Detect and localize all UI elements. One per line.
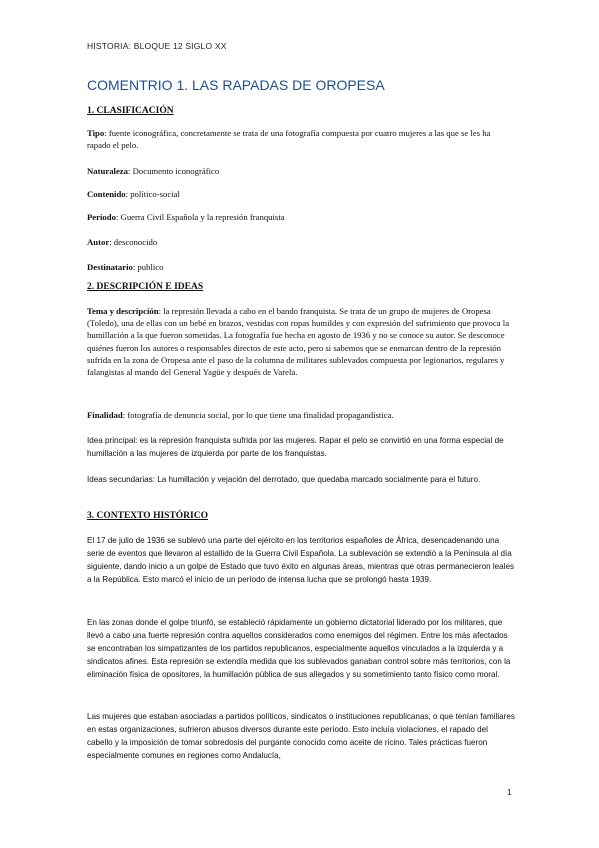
section-heading-clasificacion: 1. CLASIFICACIÓN (87, 106, 174, 116)
field-label: Tema y descripción (87, 306, 159, 316)
field-value: : Guerra Civil Española y la represión franquista (115, 212, 285, 222)
paragraph: En las zonas donde el golpe triunfó, se estableció rápidamente un gobierno dictatorial liderado por los militares, que llevó a cabo una fuerte represión contra aquellos considerados como enemigos del régimen. Entre los más afectados se encontraban los simpatizantes de los partidos republicanos, especialmente aquellos vinculados a la izquierda y a sindicatos afines. Esta represión se extendía medida que los sublevados ganaban control sobre más territorios, con la eliminación física de opositores, la humillación pública de sus allegados y su sometimiento tanto físico como moral. (87, 618, 511, 679)
section-heading-descripcion: 2. DESCRIPCIÓN E IDEAS (87, 282, 204, 292)
field-tipo (87, 127, 515, 151)
page-number: 1 (507, 787, 512, 797)
field-label: Naturaleza (87, 166, 129, 176)
field-label: Periodo (87, 212, 116, 222)
field-finalidad (87, 409, 515, 421)
idea-principal: Idea principal: es la represión franquista sufrida por las mujeres. Rapar el pelo se convirtió en una forma especial de humillación a las mujeres de izquierda por parte de los franquistas. (87, 436, 504, 458)
field-value: : desconocido (109, 237, 158, 247)
field-contenido (87, 188, 515, 200)
field-destinatario (87, 261, 515, 273)
field-value: : político-social (125, 189, 180, 199)
field-periodo (87, 211, 515, 223)
field-naturaleza (87, 165, 515, 177)
section-heading-contexto: 3. CONTEXTO HISTÓRICO (87, 511, 208, 521)
field-label: Tipo (87, 128, 105, 138)
field-label: Contenido (87, 189, 126, 199)
paragraph: Las mujeres que estaban asociadas a partidos políticos, sindicatos o instituciones republicanas, o que tenían familiares en estas organizaciones, sufrieron abusos diversos durante este período. Esto incluía violaciones, el rapado del cabello y la imposición de tomar sobredosis del purgante conocido como aceite de ricino. Tales prácticas fueron especialmente comunes en regiones como Andalucía, (87, 712, 515, 760)
ideas-secundarias: Ideas secundarias: La humillación y vejación del derrotado, que quedaba marcado socialmente para el futuro. (87, 475, 481, 484)
field-label: Destinatario (87, 262, 133, 272)
running-header: HISTORIA: BLOQUE 12 SIGLO XX (87, 41, 227, 51)
field-tema (87, 305, 515, 378)
field-value: : Documento iconográfico (128, 166, 220, 176)
field-value: : publico (132, 262, 164, 272)
field-value: : fuente iconográfica, concretamente se trata de una fotografía compuesta por cuatro mujeres a las que se les ha rapado el pelo. (87, 128, 491, 151)
document-title: COMENTRIO 1. LAS RAPADAS DE OROPESA (87, 77, 385, 93)
field-label: Finalidad (87, 410, 123, 420)
field-value: : fotografía de denuncia social, por lo que tiene una finalidad propagandística. (122, 410, 394, 420)
paragraph: El 17 de julio de 1936 se sublevó una parte del ejército en los territorios españoles de África, desencadenando una serie de eventos que llevaron al estallido de la Guerra Civil Española. La sublevación se extendió a la Península al día siguiente, dando inicio a un golpe de Estado que tuvo éxito en algunas áreas, mientras que otras permanecieron leales a la República. Esto marcó el inicio de un período de intensa lucha que se prolongó hasta 1939. (87, 536, 515, 584)
field-label: Autor (87, 237, 110, 247)
field-value: : la represión llevada a cabo en el bando franquista. Se trata de un grupo de mujeres de Oropesa (Toledo), una de ellas con un bebé en brazos, vestidas con ropas humildes y con expresión del sufrimiento que provoca la humillación a la que fueron sometidas. La fotografía fue hecha en agosto de 1936 y no se conoce su autor. Se desconoce quiénes fueron los autores o responsables directos de este acto, pero si sabemos que se enmarcan dentro de la represión sufrida en la zona de Oropesa ante el paso de la columna de militares sublevados compuesta por legionarios, regulares y falangistas al mando del General Yagüe y después de Varela. (87, 306, 510, 378)
field-autor (87, 236, 515, 248)
